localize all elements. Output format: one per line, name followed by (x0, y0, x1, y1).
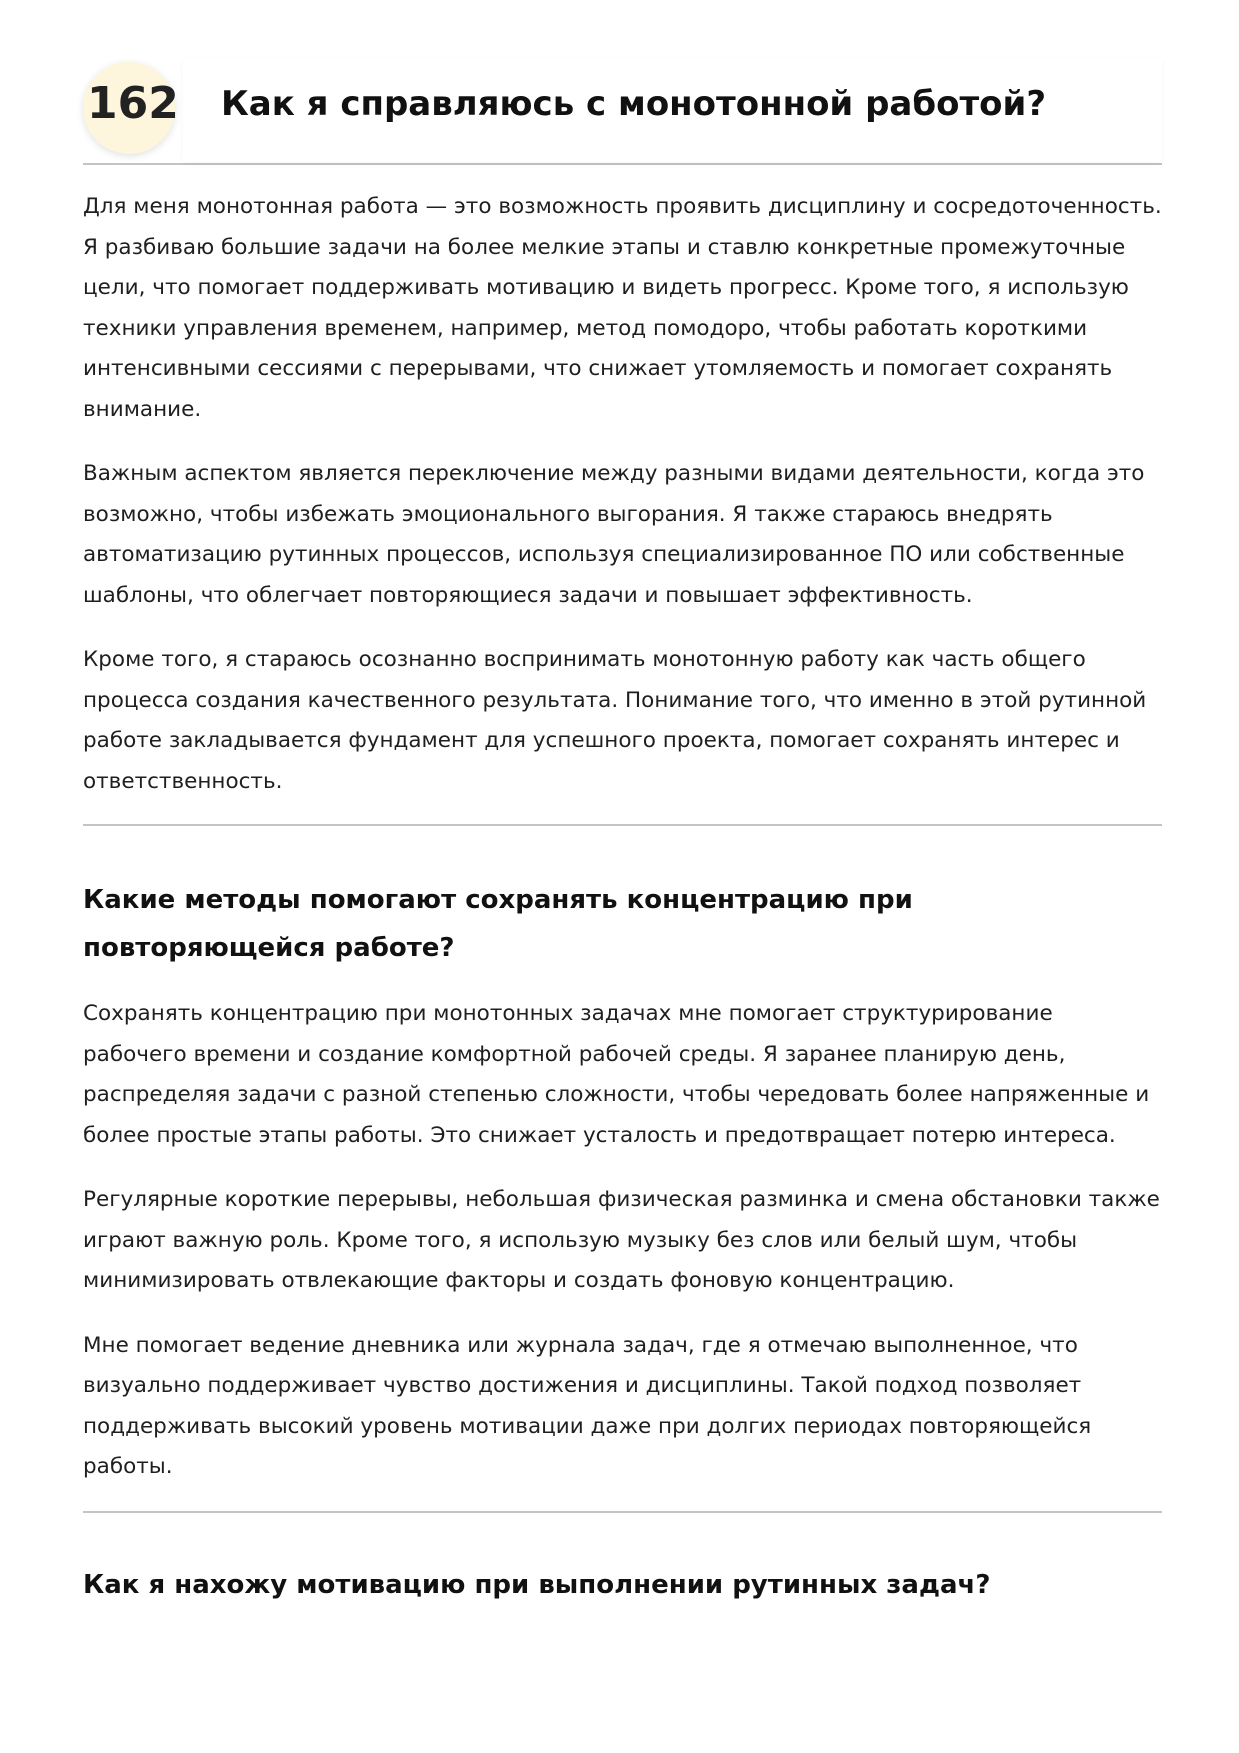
question-header (83, 0, 1162, 165)
answer-paragraph-1: Для меня монотонная работа — это возможность проявить дисциплину и сосредоточенность. Я разбиваю большие задачи на более мелкие этапы и ставлю конкретные промежуточные цели, что помогает поддерживать мотивацию и видеть прогресс. Кроме того, я использую техники управления временем, например, метод помодоро, чтобы работать короткими интенсивными сессиями с перерывами, что снижает утомляемость и помогает сохранять внимание. (83, 194, 1162, 422)
followup-paragraph-1: Сохранять концентрацию при монотонных задачах мне помогает структурирование рабочего времени и создание комфортной рабочей среды. Я заранее планирую день, распределяя задачи с разной степенью сложности, чтобы чередовать более напряженные и более простые этапы работы. Это снижает усталость и предотвращает потерю интереса. (83, 1001, 1150, 1148)
question-title: Как я справляюсь с монотонной работой? (221, 84, 1047, 124)
answer-paragraph-2: Важным аспектом является переключение между разными видами деятельности, когда это возможно, чтобы избежать эмоционального выгорания. Я также стараюсь внедрять автоматизацию рутинных процессов, используя специализированное ПО или собственные шаблоны, что облегчает повторяющиеся задачи и повышает эффективность. (83, 461, 1145, 608)
answer-section (83, 165, 1162, 826)
followup-paragraph-2: Регулярные короткие перерывы, небольшая физическая разминка и смена обстановки также играют важную роль. Кроме того, я использую музыку без слов или белый шум, чтобы минимизировать отвлекающие факторы и создать фоновую концентрацию. (83, 1187, 1160, 1293)
followup-heading-concentration: Какие методы помогают сохранять концентрацию при повторяющейся работе? (83, 885, 913, 963)
answer-paragraph-3: Кроме того, я стараюсь осознанно воспринимать монотонную работу как часть общего процесса создания качественного результата. Понимание того, что именно в этой рутинной работе закладывается фундамент для успешного проекта, помогает сохранять интерес и ответственность. (83, 647, 1147, 794)
followup-section-motivation (83, 1513, 1162, 1609)
followup-heading-motivation: Как я нахожу мотивацию при выполнении рутинных задач? (83, 1569, 991, 1600)
followup-section-concentration (83, 826, 1162, 1513)
question-number: 162 (87, 78, 179, 129)
followup-paragraph-3: Мне помогает ведение дневника или журнала задач, где я отмечаю выполненное, что визуально поддерживает чувство достижения и дисциплины. Такой подход позволяет поддерживать высокий уровень мотивации даже при долгих периодах повторяющейся работы. (83, 1332, 1092, 1479)
document-page (83, 0, 1162, 1609)
